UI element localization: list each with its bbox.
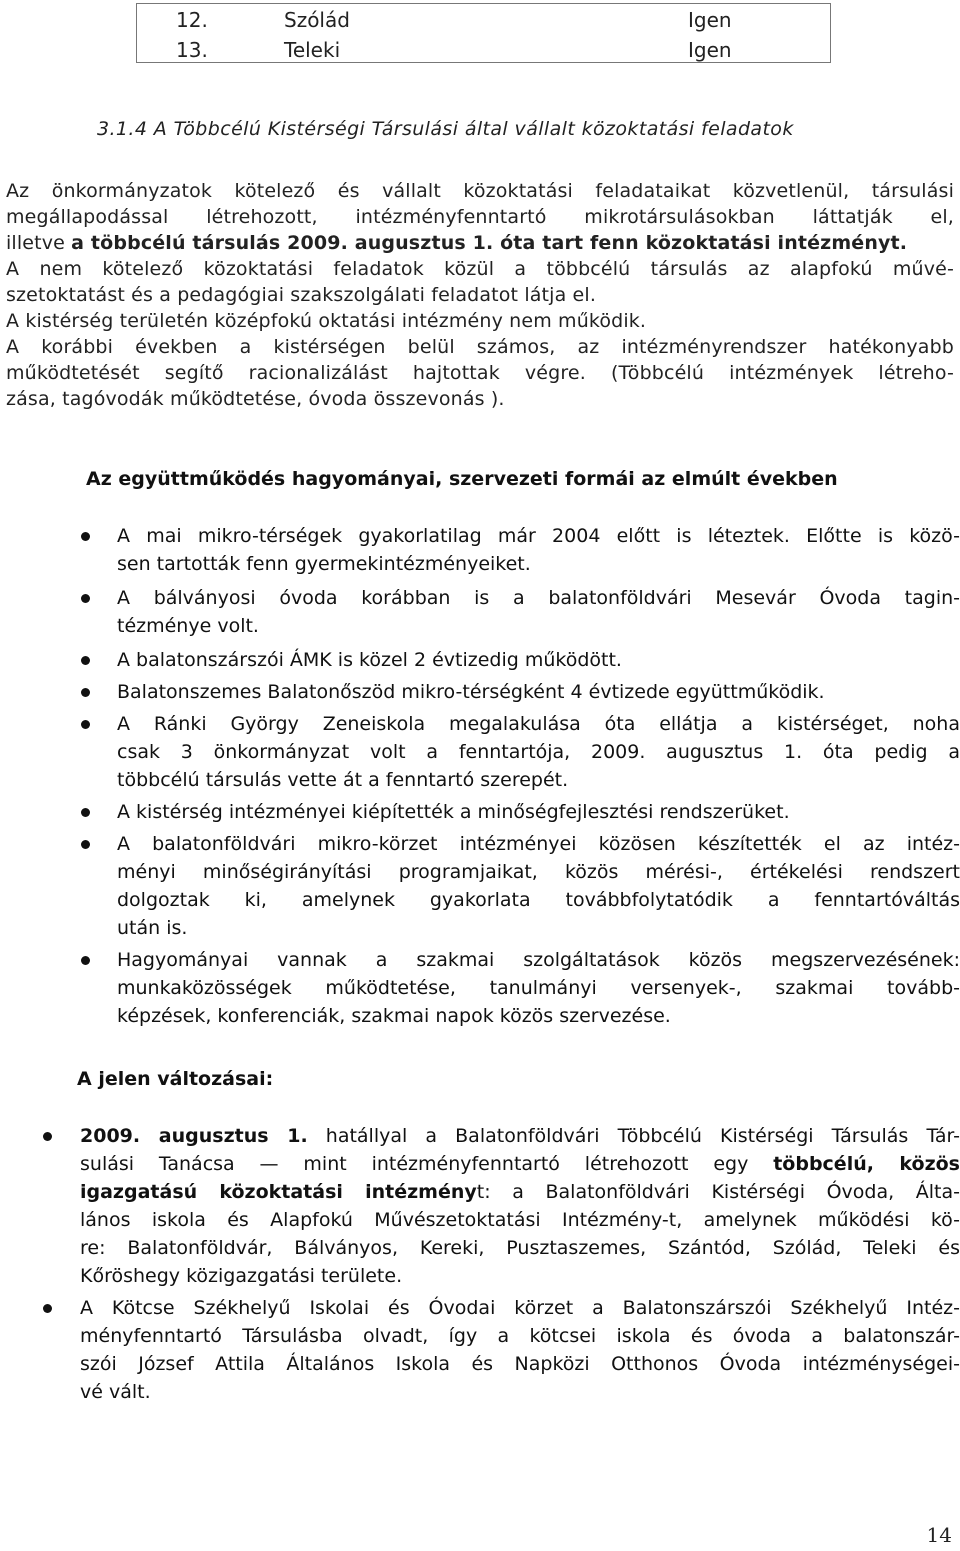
cooperation-list [0, 522, 960, 1030]
text-line: ményfenntartó Társulásba olvadt, így a kötcsei iskola és óvoda a balatonszár- [80, 1325, 960, 1347]
text-line: A bálványosi óvoda korábban is a balatonföldvári Mesevár Óvoda tagin- [117, 587, 960, 609]
bold-text: 2009. augusztus 1. [80, 1125, 308, 1147]
text-line [80, 1150, 960, 1178]
bullet-icon [81, 956, 90, 965]
row-settlement: Teleki [284, 38, 341, 62]
row-settlement: Szólád [284, 8, 350, 32]
bullet-icon [81, 532, 90, 541]
bullet-icon [81, 840, 90, 849]
table-row [136, 35, 830, 65]
page-number: 14 [926, 1523, 952, 1547]
intro-paragraph [0, 178, 960, 412]
text-line: A kistérség intézményei kiépítették a minőségfejlesztési rendszerüket. [117, 801, 790, 823]
text-line: Kőröshegy közigazgatási területe. [80, 1265, 403, 1287]
bold-text: igazgatású közoktatási intézmény [80, 1181, 477, 1203]
text-line: szetoktatást és a pedagógiai szakszolgálati feladatot látja el. [6, 284, 597, 306]
text-line: ményi minőségirányítási programjaikat, közös mérési-, értékelési rendszert [117, 861, 960, 883]
list-item [0, 646, 960, 674]
section-title: 3.1.4 A Többcélú Kistérségi Társulási által vállalt közoktatási feladatok [97, 118, 794, 140]
text-line [6, 230, 960, 256]
text-line: szói József Attila Általános Iskola és Napközi Otthonos Óvoda intézménységei- [80, 1353, 960, 1375]
bullet-icon [81, 720, 90, 729]
list-item [0, 1122, 960, 1290]
text-line: A Ránki György Zeneiskola megalakulása óta ellátja a kistérséget, noha [117, 713, 960, 735]
bold-text: a többcélú társulás 2009. augusztus 1. óta tart fenn közoktatási intézményt. [71, 232, 908, 254]
list-item [0, 946, 960, 1030]
text-line: Balatonszemes Balatonőszöd mikro-térségként 4 évtizede együttműködik. [117, 681, 825, 703]
text-line [80, 1178, 960, 1206]
bullet-icon [43, 1304, 52, 1313]
text-line: vé vált. [80, 1381, 151, 1403]
text-fragment: illetve [6, 232, 65, 254]
text-fragment: sulási Tanácsa — mint intézményfenntartó létrehozott egy [80, 1153, 774, 1175]
text-line: lános iskola és Alapfokú Művészetoktatási Intézmény-t, amelynek működési kö- [80, 1209, 960, 1231]
row-value: Igen [688, 38, 732, 62]
bullet-icon [43, 1132, 52, 1141]
bold-text: többcélú, közös [773, 1153, 960, 1175]
text-line: Hagyományai vannak a szakmai szolgáltatások közös megszervezésének: [117, 949, 960, 971]
text-line: csak 3 önkormányzat volt a fenntartója, 2009. augusztus 1. óta pedig a [117, 741, 960, 763]
text-line: többcélú társulás vette át a fenntartó szerepét. [117, 769, 569, 791]
text-line: A kistérség területén középfokú oktatási intézmény nem működik. [6, 310, 647, 332]
text-fragment: hatállyal a Balatonföldvári Többcélú Kistérségi Társulás Tár- [307, 1125, 960, 1147]
list-item [0, 710, 960, 794]
text-line: munkaközösségek működtetése, tanulmányi versenyek-, szakmai tovább- [117, 977, 960, 999]
section-heading: Az együttműködés hagyományai, szervezeti formái az elmúlt években [86, 468, 838, 490]
text-line: tézménye volt. [117, 615, 259, 637]
bullet-icon [81, 656, 90, 665]
text-line: sen tartották fenn gyermekintézményeiket. [117, 553, 531, 575]
text-line [80, 1122, 960, 1150]
list-item [0, 830, 960, 942]
section-heading: A jelen változásai: [77, 1068, 274, 1090]
row-value: Igen [688, 8, 732, 32]
text-line: megállapodással létrehozott, intézményfenntartó mikrotársulásokban láttatják el, [6, 206, 954, 228]
row-number: 12. [176, 8, 208, 32]
text-line: A balatonszárszói ÁMK is közel 2 évtizedig működött. [117, 649, 622, 671]
table-row [136, 3, 830, 35]
changes-list [0, 1122, 960, 1406]
text-line: működtetését segítő racionalizálást hajtottak végre. (Többcélú intézmények létreho- [6, 362, 954, 384]
bullet-icon [81, 594, 90, 603]
text-line: dolgoztak ki, amelynek gyakorlata továbbfolytatódik a fenntartóváltás [117, 889, 960, 911]
list-item [0, 584, 960, 640]
text-line: re: Balatonföldvár, Bálványos, Kereki, Pusztaszemes, Szántód, Szólád, Teleki és [80, 1237, 960, 1259]
text-line: A korábbi években a kistérségen belül számos, az intézményrendszer hatékonyabb [6, 336, 954, 358]
text-line: A balatonföldvári mikro-körzet intézményei közösen készítették el az intéz- [117, 833, 960, 855]
list-item [0, 798, 960, 826]
text-line: Az önkormányzatok kötelező és vállalt közoktatási feladataikat közvetlenül, társulási [6, 180, 954, 202]
text-line: után is. [117, 917, 188, 939]
list-item [0, 522, 960, 578]
text-line: képzések, konferenciák, szakmai napok közös szervezése. [117, 1005, 671, 1027]
text-line: A mai mikro-térségek gyakorlatilag már 2004 előtt is léteztek. Előtte is közö- [117, 525, 960, 547]
text-line: A nem kötelező közoktatási feladatok közül a többcélú társulás az alapfokú művé- [6, 258, 954, 280]
text-line: A Kötcse Székhelyű Iskolai és Óvodai körzet a Balatonszárszói Székhelyű Intéz- [80, 1297, 960, 1319]
bullet-icon [81, 808, 90, 817]
row-number: 13. [176, 38, 208, 62]
text-line: zása, tagóvodák működtetése, óvoda összevonás ). [6, 388, 505, 410]
list-item [0, 678, 960, 706]
list-item [0, 1294, 960, 1406]
bullet-icon [81, 688, 90, 697]
text-fragment: t: a Balatonföldvári Kistérségi Óvoda, Álta- [476, 1181, 960, 1203]
settlement-table [136, 3, 830, 65]
